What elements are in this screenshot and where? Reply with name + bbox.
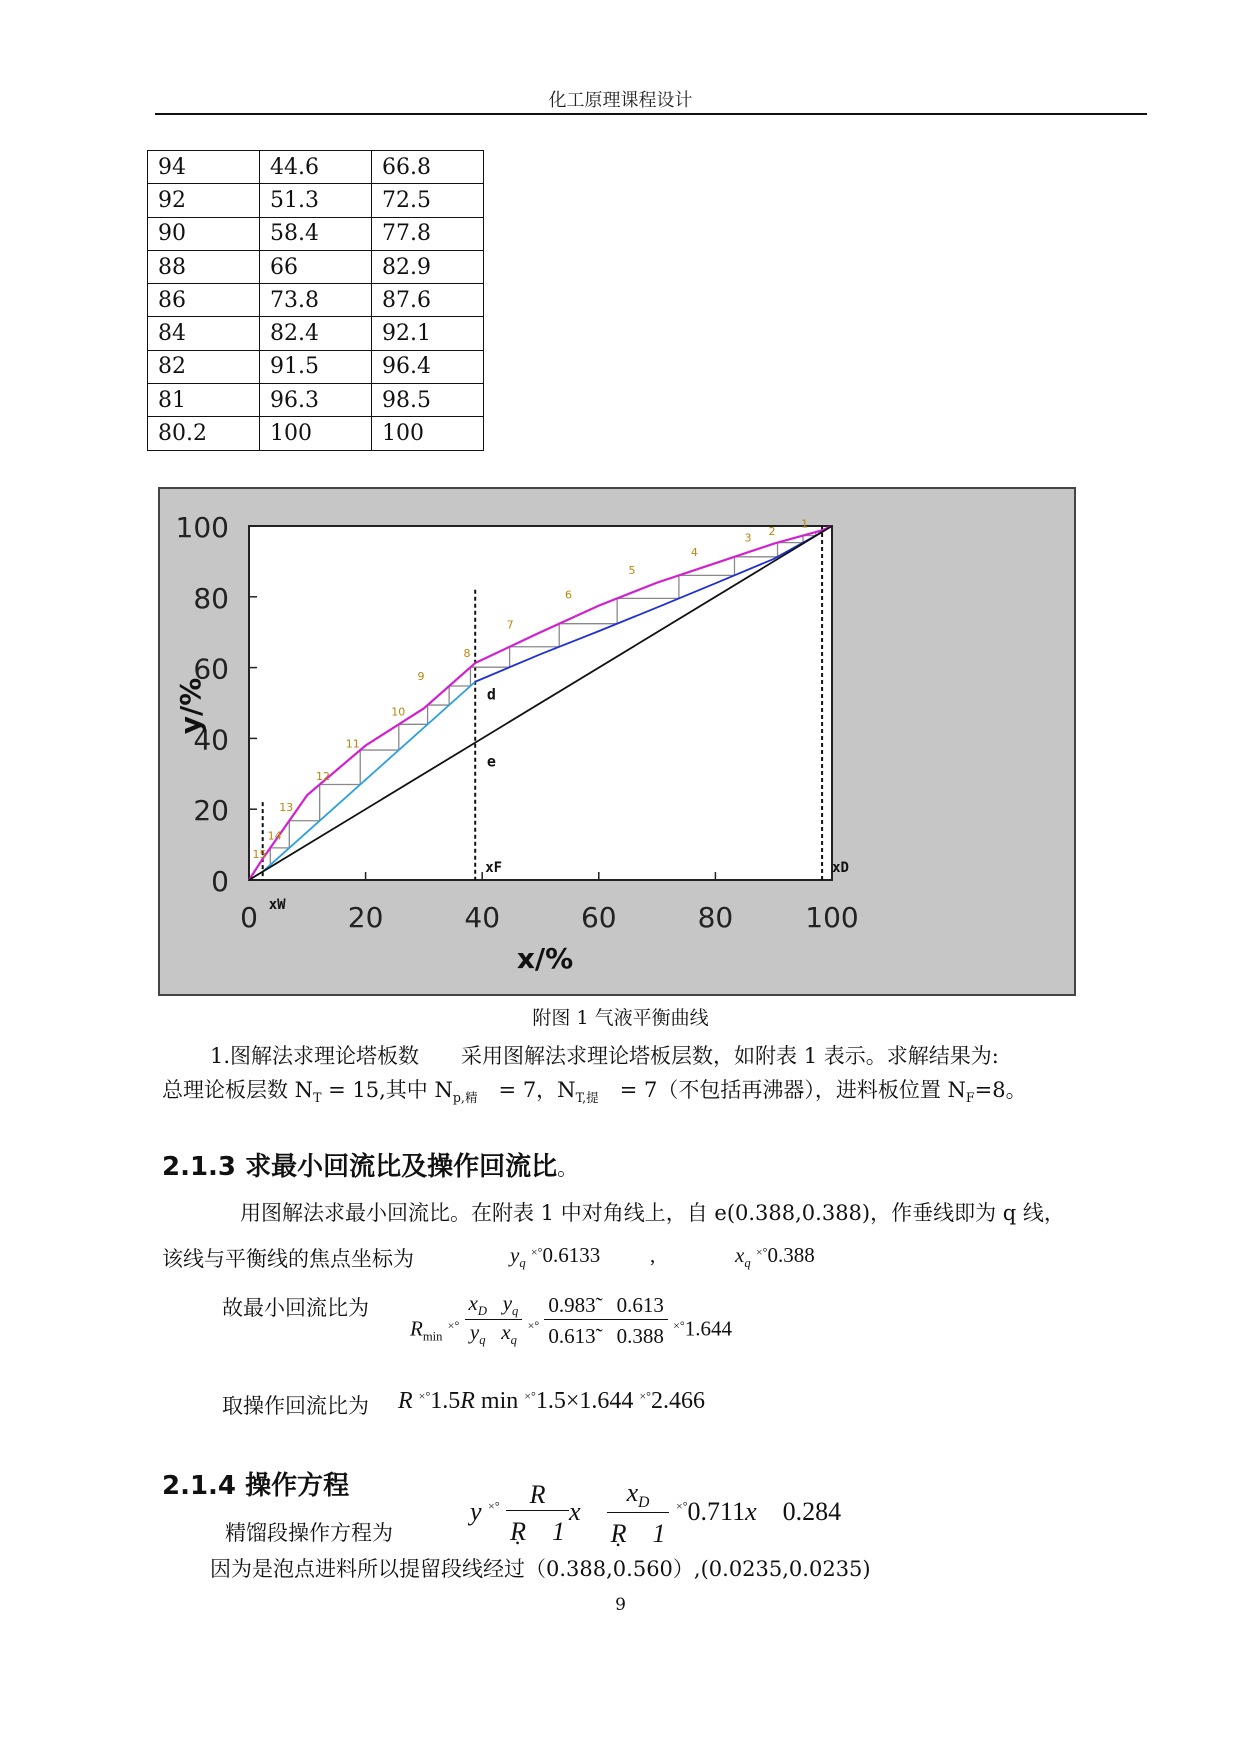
table-row: [148, 317, 484, 350]
y-axis-label: y/%: [174, 677, 207, 735]
x-axis-label: x/%: [516, 942, 574, 975]
table-row: [148, 384, 484, 417]
sec213-line2: 该线与平衡线的焦点坐标为: [162, 1247, 414, 1271]
table-cell: 96.3: [260, 384, 372, 417]
table-cell: 82: [148, 350, 260, 383]
table-cell: 77.8: [372, 217, 484, 250]
r-equation: R ×°1.5R min ×°1.5×1.644 ×°2.466: [398, 1388, 705, 1414]
table-cell: 100: [372, 417, 484, 450]
table-cell: 91.5: [260, 350, 372, 383]
table-row: [148, 250, 484, 283]
vertical-marker-label: xW: [268, 897, 286, 913]
rmin-equation: $R_{min}$ ×° $\frac{x_D y_q}{y_q x_q}$ ×° $\frac{0.983̃ 0.613}{0.613̃ 0.388}$ ×°1.644: [410, 1290, 732, 1348]
table-cell: 87.6: [372, 284, 484, 317]
vle-chart: [158, 487, 1076, 996]
running-header: 化工原理课程设计: [548, 90, 693, 111]
table-cell: 51.3: [260, 184, 372, 217]
vertical-marker-label: xD: [832, 860, 849, 876]
table-cell: 72.5: [372, 184, 484, 217]
r-label: 取操作回流比为: [222, 1394, 369, 1418]
y-tick-label: 60: [193, 652, 229, 686]
x-tick-label: 0: [240, 901, 258, 934]
stage-label: 4: [690, 546, 698, 560]
y-tick-label: 0: [211, 865, 229, 898]
figure-caption: 附图 1 气液平衡曲线: [532, 1007, 709, 1029]
stage-label: 13: [279, 800, 294, 814]
table-cell: 81: [148, 384, 260, 417]
table-row: [148, 217, 484, 250]
stage-label: 6: [564, 588, 572, 602]
point-label-d: d: [486, 685, 496, 704]
y-tick-label: 80: [193, 581, 229, 615]
stage-label: 8: [463, 646, 471, 660]
para1-line1: 1.图解法求理论塔板数 采用图解法求理论塔板层数，如附表 1 表示。求解结果为:: [210, 1044, 999, 1068]
y-tick-label: 40: [193, 723, 229, 757]
table-cell: 82.4: [260, 317, 372, 350]
table-cell: 92.1: [372, 317, 484, 350]
vertical-marker-label: xF: [485, 860, 503, 876]
para1-line2: 总理论板层数 $N_T = 15$,其中 $N_{p,精}$ = 7，$N_{T,提}$ = 7（不包括再沸器），进料板位置 $N_F=8$。: [162, 1078, 1027, 1106]
stage-label: 10: [391, 705, 406, 719]
stage-label: 1: [801, 517, 809, 531]
y-tick-label: 20: [193, 794, 229, 828]
table-cell: 90: [148, 217, 260, 250]
table-cell: 94: [148, 151, 260, 184]
table-row: [148, 184, 484, 217]
stage-label: 7: [506, 618, 514, 632]
rmin-label: 故最小回流比为: [222, 1296, 369, 1320]
table-cell: 86: [148, 284, 260, 317]
table-cell: 44.6: [260, 151, 372, 184]
stage-label: 3: [744, 531, 752, 545]
table-cell: 80.2: [148, 417, 260, 450]
table-cell: 88: [148, 250, 260, 283]
table-cell: 82.9: [372, 250, 484, 283]
table-cell: 96.4: [372, 350, 484, 383]
table-row: [148, 417, 484, 450]
stage-label: 11: [345, 737, 360, 751]
x-tick-label: 40: [464, 901, 501, 934]
table-cell: 66.8: [372, 151, 484, 184]
table-row: [148, 350, 484, 383]
table-cell: 84: [148, 317, 260, 350]
table-cell: 66: [260, 250, 372, 283]
x-tick-label: 60: [580, 901, 617, 934]
table-cell: 100: [260, 417, 372, 450]
y-tick-label: 100: [175, 511, 229, 544]
stripping-line-note: 因为是泡点进料所以提留段线经过（0.388,0.560）,(0.0235,0.0235): [210, 1557, 871, 1581]
stage-label: 9: [417, 669, 425, 683]
section-2-1-4-heading: 2.1.4 操作方程: [162, 1471, 350, 1501]
sec213-line1: 用图解法求最小回流比。在附表 1 中对角线上，自 e(0.388,0.388)，作垂线即为 q 线，: [240, 1201, 1065, 1225]
table-cell: 73.8: [260, 284, 372, 317]
point-label-e: e: [486, 752, 496, 771]
yq-expression: $y_q$ ×°0.6133: [510, 1243, 601, 1271]
stage-label: 2: [768, 524, 776, 538]
comma: ,: [650, 1243, 656, 1267]
table-row: [148, 151, 484, 184]
stage-label: 5: [628, 563, 636, 577]
rectifying-label: 精馏段操作方程为: [225, 1521, 393, 1545]
table-row: [148, 284, 484, 317]
rectifying-equation: y ×° $\frac{R}{\text{Ṛ 1}}$ x $\frac{x_D}{\text{Ṛ 1}}$ ×°0.711x 0.284: [470, 1478, 842, 1549]
stage-label: 15: [252, 848, 267, 862]
page-number: 9: [615, 1595, 626, 1615]
table-cell: 92: [148, 184, 260, 217]
xq-expression: $x_q$ ×°0.388: [735, 1243, 815, 1271]
x-tick-label: 100: [805, 901, 859, 934]
stage-label: 12: [316, 770, 331, 784]
x-tick-label: 80: [697, 901, 734, 934]
x-tick-label: 20: [347, 901, 384, 934]
stage-label: 14: [267, 829, 282, 843]
vle-data-table: [147, 150, 484, 451]
table-cell: 98.5: [372, 384, 484, 417]
header-rule: [155, 113, 1147, 115]
section-2-1-3-heading: 2.1.3 求最小回流比及操作回流比。: [162, 1152, 579, 1182]
table-cell: 58.4: [260, 217, 372, 250]
